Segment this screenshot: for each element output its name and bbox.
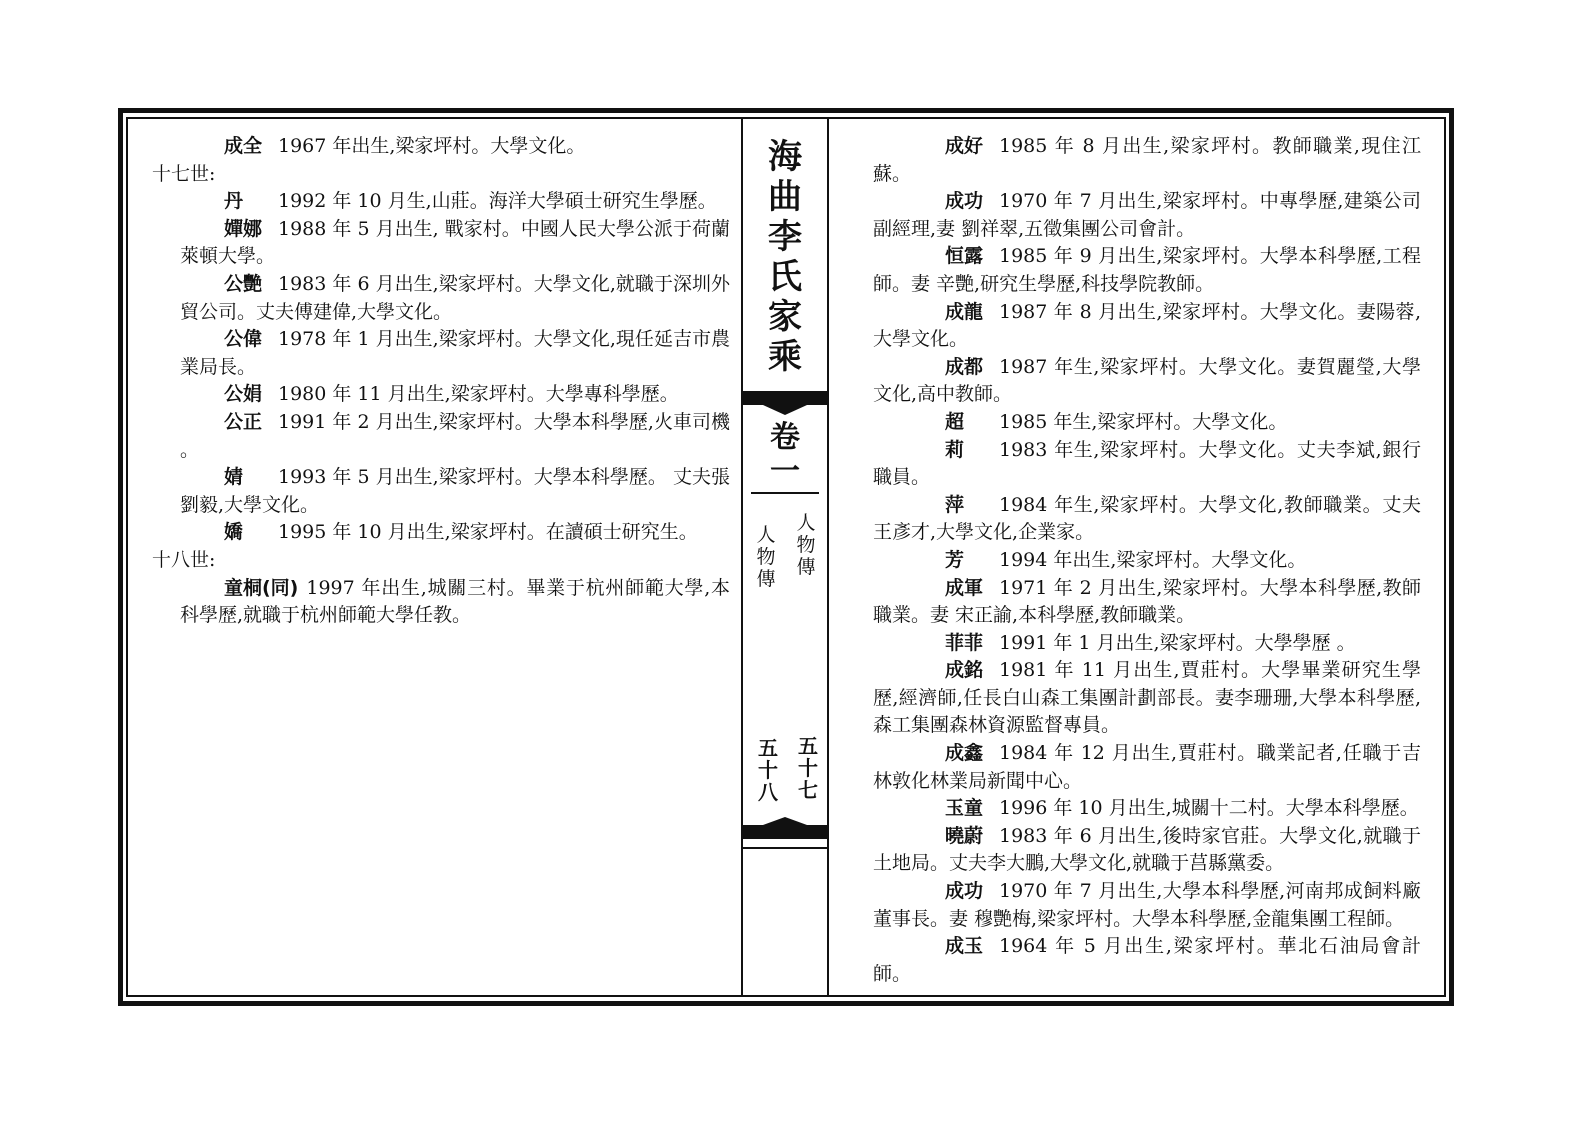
biography-entry: [873, 657, 1421, 740]
biography-entry: [873, 492, 1421, 547]
person-bio: 1985 年 8 月出生,梁家坪村。教師職業,現住江蘇。: [873, 135, 1421, 185]
person-name: 萍: [945, 493, 965, 516]
biography-entry: [873, 354, 1421, 409]
person-name: 童桐(同): [224, 576, 299, 599]
title-char: 家: [768, 297, 802, 337]
page-right-char: 五: [798, 734, 818, 758]
biography-entry: [873, 188, 1421, 243]
section-right-char: 傳: [796, 556, 816, 578]
biography-entry: [152, 188, 730, 216]
right-page: [873, 133, 1421, 988]
person-bio: 1994 年出生,梁家坪村。大學文化。: [999, 548, 1307, 571]
person-name: 公正: [224, 410, 263, 433]
person-name: 成銘: [945, 659, 984, 682]
page-number-right: [795, 735, 821, 801]
spine-rule-bottom: [743, 847, 827, 849]
biography-entry: [873, 630, 1421, 658]
person-bio: 1991 年 1 月出生,梁家坪村。大學學歷 。: [999, 631, 1356, 654]
title-char: 李: [768, 217, 802, 257]
biography-entry: [873, 740, 1421, 795]
title-char: 曲: [768, 177, 802, 217]
person-name: 超: [945, 410, 965, 433]
person-name: 成功: [945, 880, 984, 903]
person-name: 成軍: [945, 576, 984, 599]
biography-entry: [152, 133, 730, 161]
section-left-char: 人: [756, 524, 776, 546]
biography-entry: [152, 409, 730, 464]
biography-entry: [873, 133, 1421, 188]
person-bio: 1983 年 6 月出生,後時家官莊。大學文化,就職于土地局。丈夫李大鵬,大學文化,就職于莒縣黨委。: [873, 824, 1421, 875]
person-name: 曉蔚: [945, 824, 984, 847]
biography-entry: [152, 381, 730, 409]
page-right-char: 七: [798, 778, 818, 802]
title-char: 海: [768, 137, 802, 177]
person-bio: 1970 年 7 月出生,大學本科學歷,河南邦成飼料廠董事長。妻 穆艷梅,梁家坪村。大學本科學歷,金龍集團工程師。: [873, 880, 1421, 930]
person-name: 玉童: [945, 797, 984, 820]
section-left-char: 物: [756, 546, 776, 568]
biography-entry: [152, 326, 730, 381]
volume-char: 一: [770, 454, 800, 489]
book-title: [743, 137, 827, 377]
biography-entry: [873, 575, 1421, 630]
section-right-char: 物: [796, 534, 816, 556]
biography-entry: [152, 216, 730, 271]
book-spine: [741, 117, 829, 997]
biography-entry: [152, 519, 730, 547]
page-number-left: [755, 737, 781, 803]
person-bio: 1981 年 11 月出生,賈莊村。大學畢業研究生學歷,經濟師,任長白山森工集團計劃部長。妻李珊珊,大學本科學歷,森工集團森林資源監督專員。: [873, 659, 1421, 737]
person-name: 成玉: [945, 935, 984, 958]
biography-entry: [152, 464, 730, 519]
person-bio: 1992 年 10 月生,山莊。海洋大學碩士研究生學歷。: [278, 190, 717, 213]
person-bio: 1987 年生,梁家坪村。大學文化。妻賀麗瑩,大學文化,高中教師。: [873, 355, 1421, 406]
generation-heading: 十七世:: [152, 162, 216, 185]
person-name: 成都: [945, 355, 984, 378]
section-label-right: [795, 512, 817, 578]
person-name: 成龍: [945, 300, 984, 323]
biography-entry: [152, 271, 730, 326]
person-bio: 1964 年 5 月出生,梁家坪村。華北石油局會計師。: [873, 935, 1421, 985]
page-left-char: 八: [758, 780, 778, 804]
biography-entry: [873, 243, 1421, 298]
person-name: 成好: [945, 135, 984, 157]
person-bio: 1985 年 9 月出生,梁家坪村。大學本科學歷,工程師。妻 辛艷,研究生學歷,科技學院教師。: [873, 245, 1421, 295]
person-name: 菲菲: [945, 631, 984, 654]
person-bio: 1978 年 1 月出生,梁家坪村。大學文化,現任延吉市農業局長。: [180, 328, 730, 378]
left-page: [152, 133, 730, 630]
person-name: 嬋娜: [224, 217, 263, 240]
person-name: 丹: [224, 190, 244, 213]
section-label: [743, 512, 827, 592]
person-name: 公偉: [224, 328, 263, 351]
page-left-char: 十: [758, 758, 778, 782]
spine-rule: [751, 492, 819, 494]
section-right-char: 人: [796, 512, 816, 534]
volume-char: 卷: [770, 420, 800, 455]
page-left-char: 五: [758, 736, 778, 760]
person-name: 莉: [945, 438, 965, 461]
biography-entry: [873, 409, 1421, 437]
person-bio: 1991 年 2 月出生,梁家坪村。大學本科學歷,火車司機 。: [180, 410, 730, 461]
section-label-left: [755, 524, 777, 590]
person-name: 公娟: [224, 383, 263, 406]
biography-entry: [873, 437, 1421, 492]
fishtail-bottom: [743, 817, 827, 839]
person-name: 成鑫: [945, 742, 984, 765]
biography-entry: [873, 299, 1421, 354]
biography-entry: [873, 795, 1421, 823]
person-bio: 1997 年出生,城關三村。畢業于杭州師範大學,本科學歷,就職于杭州師範大學任教。: [180, 576, 730, 627]
person-bio: 1984 年 12 月出生,賈莊村。職業記者,任職于吉林敦化林業局新聞中心。: [873, 742, 1421, 792]
person-name: 芳: [945, 548, 965, 571]
person-name: 恒露: [945, 245, 984, 268]
biography-entry: [873, 823, 1421, 878]
person-name: 成全: [224, 135, 263, 157]
person-bio: 1988 年 5 月出生, 戰家村。中國人民大學公派于荷蘭萊頓大學。: [180, 217, 730, 268]
section-left-char: 傳: [756, 568, 776, 590]
biography-entry: [152, 575, 730, 630]
person-bio: 1967 年出生,梁家坪村。大學文化。: [278, 135, 586, 157]
page-right-char: 十: [798, 756, 818, 780]
person-bio: 1987 年 8 月出生,梁家坪村。大學文化。妻陽蓉,大學文化。: [873, 300, 1421, 351]
person-bio: 1996 年 10 月出生,城關十二村。大學本科學歷。: [999, 797, 1419, 820]
person-bio: 1971 年 2 月出生,梁家坪村。大學本科學歷,教師職業。妻 宋正諭,本科學歷,教師職業。: [873, 576, 1421, 627]
title-char: 氏: [768, 257, 802, 297]
biography-entry: [873, 547, 1421, 575]
person-bio: 1984 年生,梁家坪村。大學文化,教師職業。丈夫王彥才,大學文化,企業家。: [873, 493, 1421, 544]
person-bio: 1983 年生,梁家坪村。大學文化。丈夫李斌,銀行職員。: [873, 438, 1421, 489]
person-name: 成功: [945, 190, 984, 213]
person-name: 公艷: [224, 272, 263, 295]
biography-entry: [873, 933, 1421, 988]
person-bio: 1993 年 5 月出生,梁家坪村。大學本科學歷。 丈夫張劉毅,大學文化。: [180, 466, 730, 516]
person-bio: 1980 年 11 月出生,梁家坪村。大學專科學歷。: [278, 383, 679, 406]
volume-label: [743, 421, 827, 489]
biography-entry: [873, 878, 1421, 933]
person-name: 嬌: [224, 521, 244, 544]
person-bio: 1995 年 10 月出生,梁家坪村。在讀碩士研究生。: [278, 521, 698, 544]
title-char: 乘: [768, 337, 802, 377]
person-name: 婧: [224, 466, 244, 489]
page-numbers: [743, 735, 827, 815]
fishtail-top: [743, 391, 827, 415]
person-bio: 1970 年 7 月出生,梁家坪村。中專學歷,建築公司副經理,妻 劉祥翠,五徵集團公司會計。: [873, 190, 1421, 240]
generation-heading: 十八世:: [152, 548, 216, 571]
person-bio: 1983 年 6 月出生,梁家坪村。大學文化,就職于深圳外貿公司。丈夫傅建偉,大學文化。: [180, 272, 730, 323]
person-bio: 1985 年生,梁家坪村。大學文化。: [999, 410, 1288, 433]
